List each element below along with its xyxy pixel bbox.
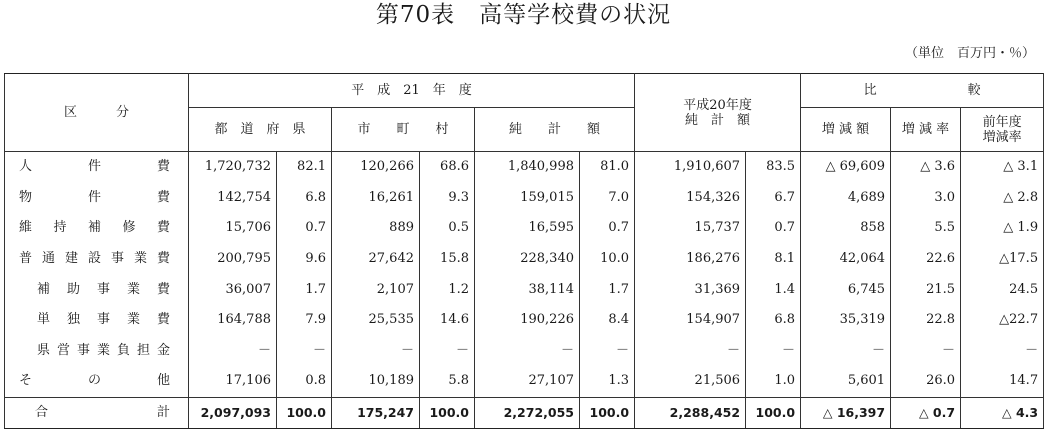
cell-pref-pct: － xyxy=(277,336,332,367)
cell-muni: 27,642 xyxy=(332,244,420,275)
cell-prev: 21,506 xyxy=(635,366,746,397)
cell-rate: 5.5 xyxy=(891,213,961,244)
cell-prev-pct: 0.7 xyxy=(746,213,801,244)
header-kubun: 区 分 xyxy=(5,74,189,152)
total-diff: △ 16,397 xyxy=(801,397,891,429)
page-title: 第70表 高等学校費の状況 xyxy=(375,2,672,28)
high-school-expense-table xyxy=(4,73,1044,429)
header-junkei: 純 計 額 xyxy=(475,108,635,152)
header-hikaku: 比 較 xyxy=(801,74,1044,108)
cell-muni: 120,266 xyxy=(332,152,420,183)
cell-diff: 35,319 xyxy=(801,305,891,336)
cell-diff: △ 69,609 xyxy=(801,152,891,183)
cell-prev-pct: 83.5 xyxy=(746,152,801,183)
header-shichoson: 市 町 村 xyxy=(332,108,475,152)
cell-muni: 10,189 xyxy=(332,366,420,397)
cell-net-pct: － xyxy=(580,336,635,367)
cell-pref: 36,007 xyxy=(189,274,277,305)
table-row xyxy=(5,336,1044,367)
cell-muni-pct: 1.2 xyxy=(420,274,475,305)
cell-prev-rate: △22.7 xyxy=(961,305,1044,336)
cell-prev-pct: 6.8 xyxy=(746,305,801,336)
cell-diff: － xyxy=(801,336,891,367)
cell-net-pct: 10.0 xyxy=(580,244,635,275)
row-label: 人件費 xyxy=(5,152,189,183)
total-prev-pct: 100.0 xyxy=(746,397,801,429)
cell-rate: 22.6 xyxy=(891,244,961,275)
row-label: 県営事業負担金 xyxy=(5,336,189,367)
table-row xyxy=(5,183,1044,214)
cell-prev-pct: － xyxy=(746,336,801,367)
cell-pref: 164,788 xyxy=(189,305,277,336)
cell-prev-rate: 24.5 xyxy=(961,274,1044,305)
cell-muni: 2,107 xyxy=(332,274,420,305)
table-row xyxy=(5,366,1044,397)
cell-prev-pct: 1.0 xyxy=(746,366,801,397)
total-prev-rate: △ 4.3 xyxy=(961,397,1044,429)
header-h20 xyxy=(635,74,801,152)
total-rate: △ 0.7 xyxy=(891,397,961,429)
cell-diff: 5,601 xyxy=(801,366,891,397)
cell-muni-pct: 15.8 xyxy=(420,244,475,275)
cell-prev-rate: △ 2.8 xyxy=(961,183,1044,214)
cell-net-pct: 8.4 xyxy=(580,305,635,336)
cell-prev: 154,326 xyxy=(635,183,746,214)
cell-prev: 15,737 xyxy=(635,213,746,244)
header-zennen-line2: 増減率 xyxy=(982,129,1022,145)
header-zougenritsu: 増 減 率 xyxy=(891,108,961,152)
cell-diff: 6,745 xyxy=(801,274,891,305)
cell-pref-pct: 6.8 xyxy=(277,183,332,214)
cell-rate: 21.5 xyxy=(891,274,961,305)
cell-pref: 200,795 xyxy=(189,244,277,275)
cell-muni: － xyxy=(332,336,420,367)
cell-net-pct: 1.7 xyxy=(580,274,635,305)
cell-net: － xyxy=(475,336,580,367)
cell-net: 16,595 xyxy=(475,213,580,244)
cell-muni: 16,261 xyxy=(332,183,420,214)
row-label: 物件費 xyxy=(5,183,189,214)
cell-pref-pct: 0.8 xyxy=(277,366,332,397)
cell-diff: 858 xyxy=(801,213,891,244)
cell-net: 228,340 xyxy=(475,244,580,275)
cell-net: 190,226 xyxy=(475,305,580,336)
cell-prev-rate: 14.7 xyxy=(961,366,1044,397)
cell-pref-pct: 82.1 xyxy=(277,152,332,183)
header-h21: 平 成 21 年 度 xyxy=(189,74,635,108)
total-label: 合計 xyxy=(5,397,189,429)
cell-pref: － xyxy=(189,336,277,367)
cell-rate: 22.8 xyxy=(891,305,961,336)
table-row xyxy=(5,305,1044,336)
cell-muni-pct: 0.5 xyxy=(420,213,475,244)
cell-net-pct: 0.7 xyxy=(580,213,635,244)
cell-pref: 1,720,732 xyxy=(189,152,277,183)
cell-pref: 17,106 xyxy=(189,366,277,397)
cell-prev: 1,910,607 xyxy=(635,152,746,183)
cell-muni-pct: 5.8 xyxy=(420,366,475,397)
total-net: 2,272,055 xyxy=(475,397,580,429)
unit-note: （単位 百万円・％） xyxy=(904,46,1035,61)
cell-prev-rate: △ 3.1 xyxy=(961,152,1044,183)
cell-prev-pct: 1.4 xyxy=(746,274,801,305)
cell-rate: － xyxy=(891,336,961,367)
row-label: 補助事業費 xyxy=(5,274,189,305)
row-label: 普通建設事業費 xyxy=(5,244,189,275)
cell-rate: 26.0 xyxy=(891,366,961,397)
cell-net: 27,107 xyxy=(475,366,580,397)
table-row xyxy=(5,152,1044,183)
cell-pref: 142,754 xyxy=(189,183,277,214)
cell-muni: 25,535 xyxy=(332,305,420,336)
total-net-pct: 100.0 xyxy=(580,397,635,429)
header-zennen xyxy=(961,108,1044,152)
header-h20-line2: 純 計 額 xyxy=(685,112,751,128)
cell-rate: △ 3.6 xyxy=(891,152,961,183)
cell-net-pct: 7.0 xyxy=(580,183,635,214)
cell-prev: 31,369 xyxy=(635,274,746,305)
cell-muni: 889 xyxy=(332,213,420,244)
cell-prev-rate: － xyxy=(961,336,1044,367)
table-row xyxy=(5,213,1044,244)
cell-muni-pct: 68.6 xyxy=(420,152,475,183)
cell-net-pct: 81.0 xyxy=(580,152,635,183)
total-pref-pct: 100.0 xyxy=(277,397,332,429)
table-row xyxy=(5,244,1044,275)
cell-prev: 186,276 xyxy=(635,244,746,275)
cell-net: 1,840,998 xyxy=(475,152,580,183)
cell-net: 159,015 xyxy=(475,183,580,214)
cell-prev: 154,907 xyxy=(635,305,746,336)
cell-prev: － xyxy=(635,336,746,367)
row-label: 単独事業費 xyxy=(5,305,189,336)
cell-pref-pct: 0.7 xyxy=(277,213,332,244)
total-row xyxy=(5,397,1044,429)
cell-muni-pct: 9.3 xyxy=(420,183,475,214)
cell-net-pct: 1.3 xyxy=(580,366,635,397)
total-prev: 2,288,452 xyxy=(635,397,746,429)
total-muni: 175,247 xyxy=(332,397,420,429)
cell-net: 38,114 xyxy=(475,274,580,305)
row-label: 維持補修費 xyxy=(5,213,189,244)
cell-muni-pct: 14.6 xyxy=(420,305,475,336)
cell-prev-pct: 6.7 xyxy=(746,183,801,214)
cell-muni-pct: － xyxy=(420,336,475,367)
table-row xyxy=(5,274,1044,305)
cell-pref-pct: 7.9 xyxy=(277,305,332,336)
cell-diff: 4,689 xyxy=(801,183,891,214)
header-zennen-line1: 前年度 xyxy=(982,114,1022,130)
cell-prev-rate: △ 1.9 xyxy=(961,213,1044,244)
total-muni-pct: 100.0 xyxy=(420,397,475,429)
cell-pref: 15,706 xyxy=(189,213,277,244)
header-todofuken: 都 道 府 県 xyxy=(189,108,332,152)
row-label: その他 xyxy=(5,366,189,397)
header-zougengaku: 増 減 額 xyxy=(801,108,891,152)
cell-pref-pct: 9.6 xyxy=(277,244,332,275)
cell-prev-rate: △17.5 xyxy=(961,244,1044,275)
header-h20-line1: 平成20年度 xyxy=(683,97,752,113)
cell-diff: 42,064 xyxy=(801,244,891,275)
cell-prev-pct: 8.1 xyxy=(746,244,801,275)
total-pref: 2,097,093 xyxy=(189,397,277,429)
cell-pref-pct: 1.7 xyxy=(277,274,332,305)
cell-rate: 3.0 xyxy=(891,183,961,214)
